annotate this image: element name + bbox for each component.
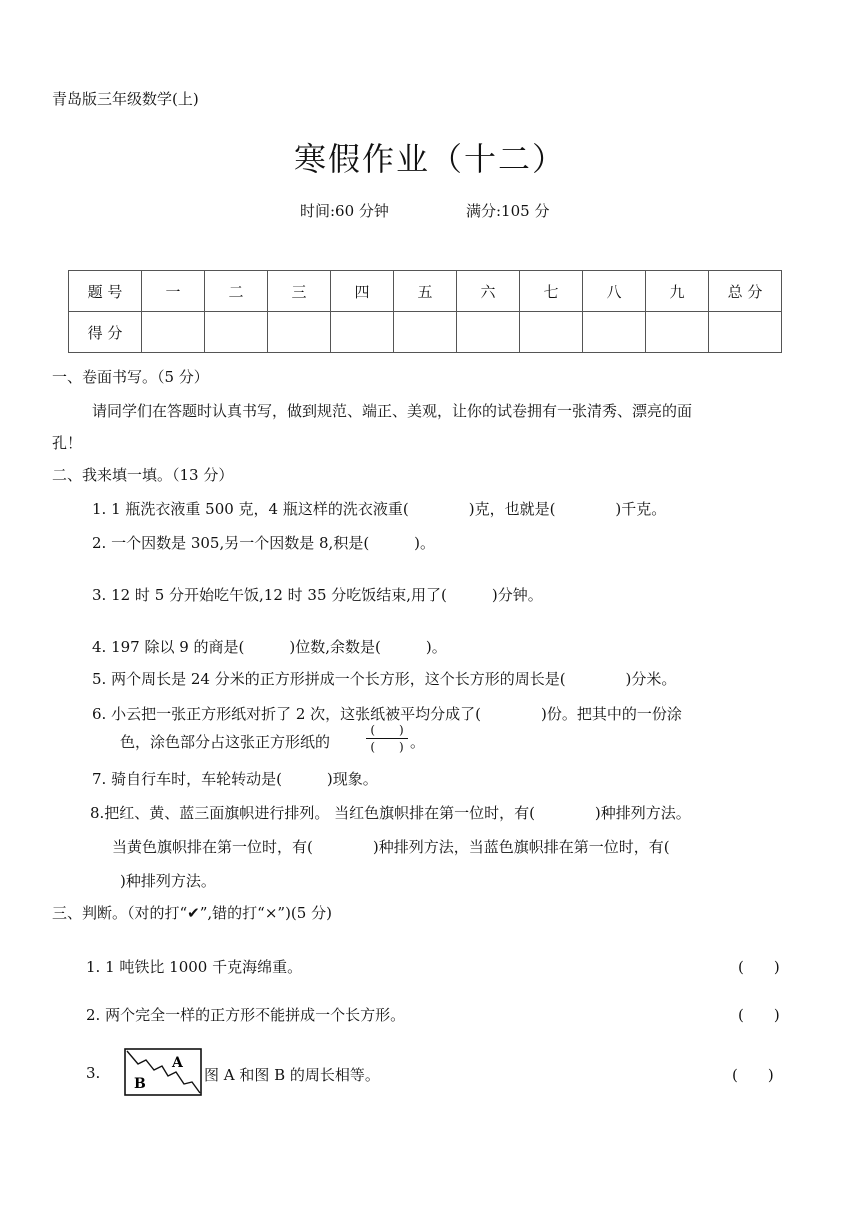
table-cell: 六 (457, 271, 520, 312)
answer-paren-1[interactable]: ( ) (738, 958, 780, 976)
question-2-6: 6. 小云把一张正方形纸对折了 2 次，这张纸被平均分成了( )份。把其中的一份涂 (92, 705, 682, 723)
question-2-8: 8.把红、黄、蓝三面旗帜进行排列。 当红色旗帜排在第一位时，有( )种排列方法。 (90, 804, 691, 822)
score-table-head-row (69, 271, 782, 312)
table-cell: 题 号 (69, 271, 142, 312)
table-cell: 四 (331, 271, 394, 312)
score-input-cell[interactable] (331, 312, 394, 353)
question-3-3: 图 A 和图 B 的周长相等。 (204, 1066, 380, 1084)
score-input-cell[interactable] (457, 312, 520, 353)
score-label: 满分:105 分 (466, 202, 550, 220)
question-2-8-end: )种排列方法。 (120, 872, 216, 890)
section3-heading: 三、判断。（对的打“✔”,错的打“×”)(5 分) (52, 904, 332, 922)
answer-paren-3[interactable]: ( ) (732, 1066, 774, 1084)
time-label: 时间:60 分钟 (300, 202, 389, 220)
table-cell: 三 (268, 271, 331, 312)
question-2-4: 4. 197 除以 9 的商是( )位数,余数是( )。 (92, 638, 447, 656)
figure-label-b: B (134, 1076, 146, 1092)
fraction-denominator[interactable]: ( ) (366, 738, 408, 755)
table-cell: 得 分 (69, 312, 142, 353)
section2-heading: 二、我来填一填。（13 分） (52, 466, 234, 484)
score-input-cell[interactable] (646, 312, 709, 353)
section1-heading: 一、卷面书写。（5 分） (52, 368, 209, 386)
page-header: 青岛版三年级数学(上) (52, 90, 199, 108)
question-2-8-cont: 当黄色旗帜排在第一位时，有( )种排列方法，当蓝色旗帜排在第一位时，有( (112, 838, 670, 856)
score-input-cell[interactable] (205, 312, 268, 353)
score-table (68, 270, 782, 353)
figure-ab-icon (124, 1048, 202, 1096)
question-2-5: 5. 两个周长是 24 分米的正方形拼成一个长方形，这个长方形的周长是( )分米。 (92, 670, 677, 688)
question-2-6-cont: 色，涂色部分占这张正方形纸的 (120, 733, 331, 751)
fraction-numerator[interactable]: ( ) (370, 723, 404, 737)
score-input-cell[interactable] (583, 312, 646, 353)
section1-text: 请同学们在答题时认真书写，做到规范、端正、美观，让你的试卷拥有一张清秀、漂亮的面 (92, 402, 693, 420)
figure-label-a: A (172, 1055, 183, 1071)
answer-paren-2[interactable]: ( ) (738, 1006, 780, 1024)
table-cell: 七 (520, 271, 583, 312)
table-cell: 八 (583, 271, 646, 312)
question-3-2: 2. 两个完全一样的正方形不能拼成一个长方形。 (86, 1006, 406, 1024)
question-3-1: 1. 1 吨铁比 1000 千克海绵重。 (86, 958, 303, 976)
question-2-3: 3. 12 时 5 分开始吃午饭,12 时 35 分吃饭结束,用了( )分钟。 (92, 586, 543, 604)
section1-text-cont: 孔！ (52, 434, 83, 452)
table-cell: 五 (394, 271, 457, 312)
table-cell: 总 分 (709, 271, 782, 312)
question-3-3-number: 3. (86, 1064, 101, 1082)
score-input-cell[interactable] (520, 312, 583, 353)
question-2-1: 1. 1 瓶洗衣液重 500 克，4 瓶这样的洗衣液重( )克，也就是( )千克。 (92, 500, 667, 518)
fraction-answer[interactable] (366, 722, 408, 755)
table-cell: 九 (646, 271, 709, 312)
score-input-cell[interactable] (709, 312, 782, 353)
question-2-6-end: 。 (410, 733, 426, 751)
question-2-7: 7. 骑自行车时，车轮转动是( )现象。 (92, 770, 378, 788)
score-input-cell[interactable] (394, 312, 457, 353)
score-input-cell[interactable] (142, 312, 205, 353)
table-cell: 二 (205, 271, 268, 312)
score-input-cell[interactable] (268, 312, 331, 353)
question-2-2: 2. 一个因数是 305,另一个因数是 8,积是( )。 (92, 534, 436, 552)
table-cell: 一 (142, 271, 205, 312)
score-table-score-row (69, 312, 782, 353)
page-title: 寒假作业（十二） (293, 140, 566, 178)
